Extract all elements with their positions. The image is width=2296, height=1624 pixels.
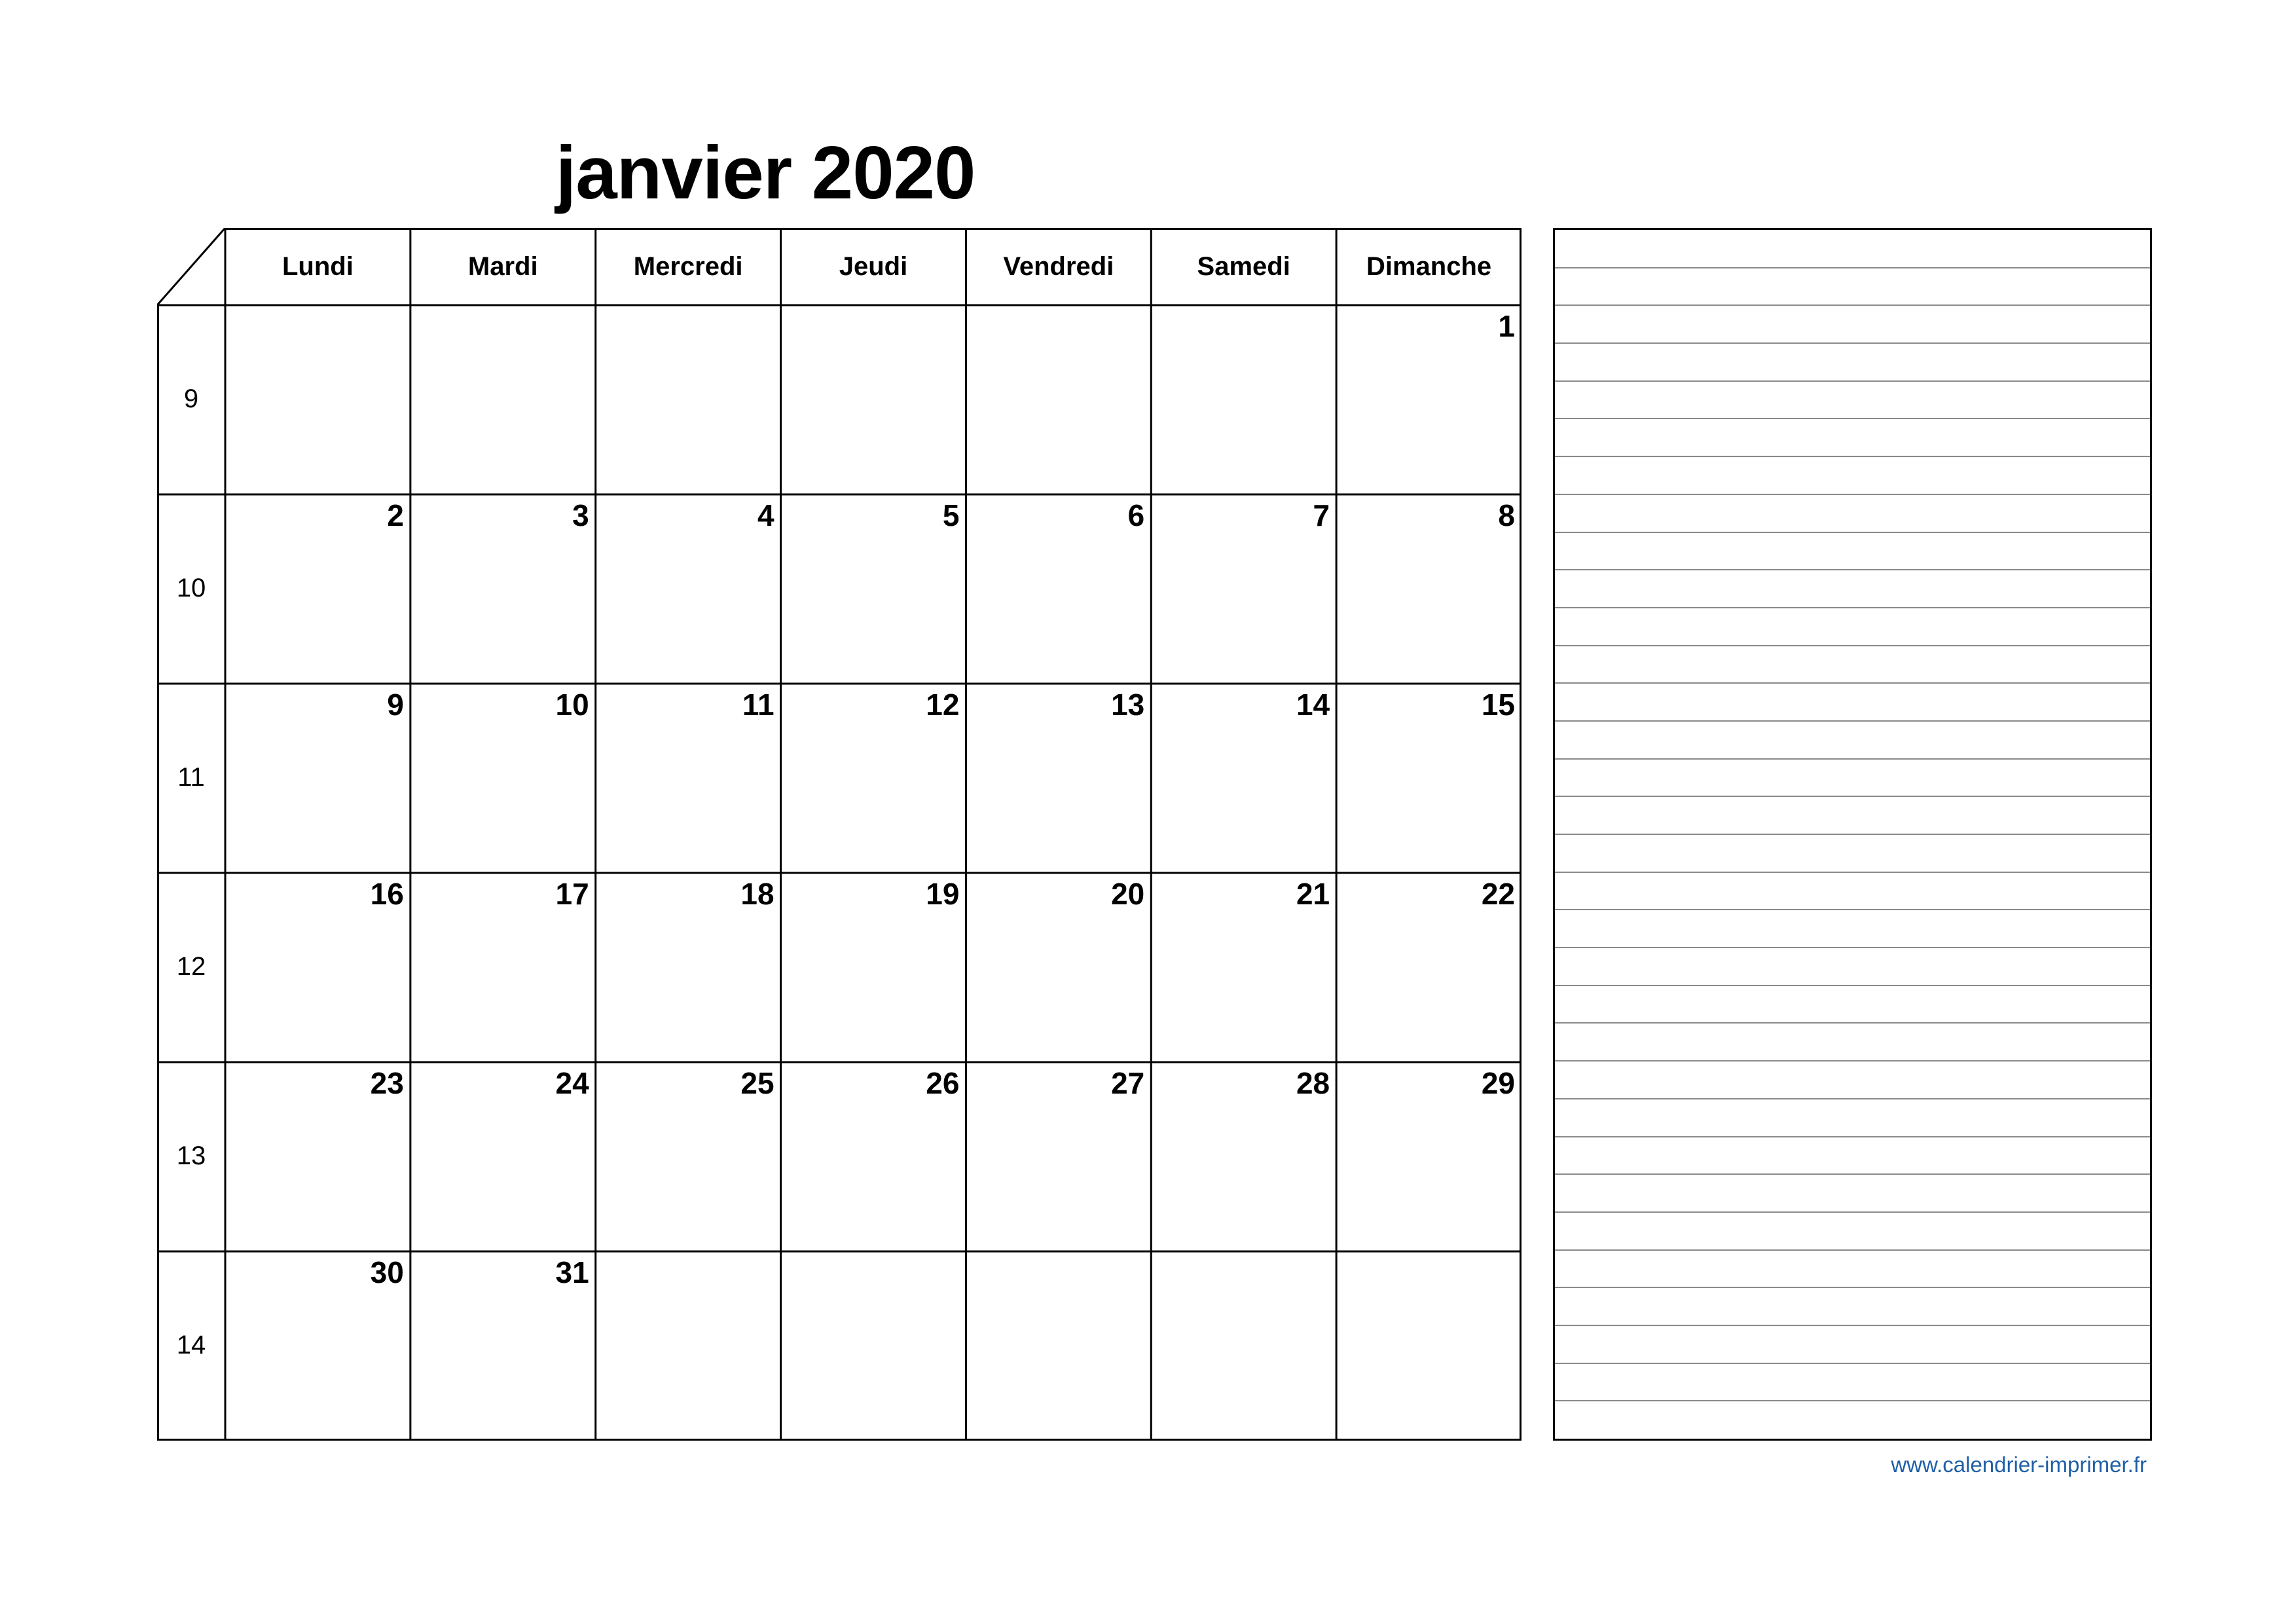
website-link[interactable]: www.calendrier-imprimer.fr [1891, 1452, 2147, 1477]
note-line [1555, 418, 2150, 419]
note-line [1555, 720, 2150, 722]
note-line [1555, 1173, 2150, 1175]
day-number: 9 [387, 688, 404, 722]
day-cell[interactable] [596, 1251, 781, 1441]
day-number: 19 [926, 877, 960, 911]
day-cell[interactable] [1151, 873, 1336, 1062]
day-cell[interactable] [596, 684, 781, 873]
note-line [1555, 796, 2150, 797]
note-line [1555, 947, 2150, 948]
day-cell[interactable] [1151, 305, 1336, 494]
day-number: 2 [387, 498, 404, 532]
day-cell[interactable] [410, 873, 596, 1062]
day-number: 1 [1498, 309, 1515, 343]
weekday-header: Vendredi [1003, 252, 1114, 281]
day-cell[interactable] [781, 494, 966, 684]
day-cell[interactable] [781, 305, 966, 494]
day-cell[interactable] [225, 684, 410, 873]
day-number: 22 [1481, 877, 1515, 911]
day-cell[interactable] [225, 305, 410, 494]
day-number: 28 [1296, 1066, 1330, 1100]
weekday-header: Samedi [1197, 252, 1290, 281]
day-cell[interactable] [596, 494, 781, 684]
day-number: 23 [370, 1066, 404, 1100]
day-cell[interactable] [966, 873, 1151, 1062]
day-cell[interactable] [781, 1251, 966, 1441]
day-number: 7 [1313, 498, 1330, 532]
day-cell[interactable] [1151, 684, 1336, 873]
day-cell[interactable] [225, 873, 410, 1062]
note-line [1555, 267, 2150, 268]
day-cell[interactable] [966, 494, 1151, 684]
day-number: 15 [1481, 688, 1515, 722]
week-number: 12 [176, 951, 206, 981]
day-cell[interactable] [596, 1062, 781, 1251]
day-number: 12 [926, 688, 960, 722]
day-number: 4 [757, 498, 774, 532]
note-line [1555, 569, 2150, 570]
day-cell[interactable] [410, 1062, 596, 1251]
note-line [1555, 1363, 2150, 1364]
week-number: 11 [177, 762, 205, 792]
weekday-header: Mardi [467, 252, 538, 281]
week-number: 10 [176, 573, 206, 602]
weekday-header: Jeudi [839, 252, 908, 281]
note-line [1555, 380, 2150, 382]
notes-panel [1553, 228, 2152, 1441]
note-line [1555, 1325, 2150, 1326]
day-cell[interactable] [1151, 1062, 1336, 1251]
day-cell[interactable] [410, 684, 596, 873]
day-cell[interactable] [1336, 1062, 1522, 1251]
note-line [1555, 1060, 2150, 1061]
day-cell[interactable] [225, 1062, 410, 1251]
note-line [1555, 872, 2150, 873]
calendar-grid [157, 228, 1522, 1441]
note-line [1555, 834, 2150, 835]
day-number: 27 [1111, 1066, 1145, 1100]
day-cell[interactable] [1336, 1251, 1522, 1441]
day-cell[interactable] [781, 873, 966, 1062]
note-line [1555, 1022, 2150, 1024]
day-cell[interactable] [966, 684, 1151, 873]
day-cell[interactable] [225, 494, 410, 684]
day-number: 11 [742, 688, 774, 722]
day-cell[interactable] [966, 305, 1151, 494]
week-number: 9 [183, 384, 199, 413]
day-number: 20 [1111, 877, 1145, 911]
note-line [1555, 532, 2150, 533]
day-cell[interactable] [1336, 494, 1522, 684]
day-number: 30 [370, 1255, 404, 1289]
day-cell[interactable] [410, 494, 596, 684]
day-number: 31 [555, 1255, 589, 1289]
week-number: 14 [176, 1330, 206, 1359]
weekday-header: Lundi [282, 252, 354, 281]
note-line [1555, 304, 2150, 306]
day-cell[interactable] [966, 1251, 1151, 1441]
day-number: 17 [555, 877, 589, 911]
note-line [1555, 682, 2150, 684]
note-line [1555, 758, 2150, 760]
day-cell[interactable] [596, 305, 781, 494]
note-line [1555, 456, 2150, 457]
day-number: 3 [572, 498, 589, 532]
day-number: 13 [1111, 688, 1145, 722]
day-cell[interactable] [1336, 305, 1522, 494]
day-number: 26 [926, 1066, 960, 1100]
note-line [1555, 1098, 2150, 1099]
day-number: 5 [942, 498, 960, 532]
day-number: 29 [1481, 1066, 1515, 1100]
day-cell[interactable] [410, 305, 596, 494]
day-number: 21 [1296, 877, 1330, 911]
day-number: 16 [370, 877, 404, 911]
day-cell[interactable] [781, 1062, 966, 1251]
note-line [1555, 1287, 2150, 1288]
note-line [1555, 1211, 2150, 1213]
note-line [1555, 1400, 2150, 1401]
day-number: 18 [740, 877, 774, 911]
day-cell[interactable] [1151, 1251, 1336, 1441]
corner-diagonal [157, 228, 225, 305]
weekday-header: Mercredi [633, 252, 743, 281]
note-line [1555, 1249, 2150, 1251]
day-cell[interactable] [1336, 873, 1522, 1062]
day-number: 24 [555, 1066, 589, 1100]
day-cell[interactable] [966, 1062, 1151, 1251]
note-line [1555, 607, 2150, 608]
day-number: 10 [555, 688, 589, 722]
note-line [1555, 985, 2150, 986]
day-cell[interactable] [225, 1251, 410, 1441]
note-line [1555, 909, 2150, 910]
weekday-header: Dimanche [1366, 252, 1492, 281]
day-number: 8 [1498, 498, 1515, 532]
note-line [1555, 645, 2150, 646]
day-cell[interactable] [1336, 684, 1522, 873]
note-line [1555, 1136, 2150, 1137]
note-line [1555, 342, 2150, 344]
note-line [1555, 494, 2150, 495]
day-cell[interactable] [1151, 494, 1336, 684]
day-number: 6 [1127, 498, 1145, 532]
week-number: 13 [176, 1141, 206, 1170]
day-number: 14 [1296, 688, 1330, 722]
day-cell[interactable] [410, 1251, 596, 1441]
calendar-title: janvier 2020 [555, 132, 975, 215]
day-cell[interactable] [781, 684, 966, 873]
day-cell[interactable] [596, 873, 781, 1062]
day-number: 25 [740, 1066, 774, 1100]
